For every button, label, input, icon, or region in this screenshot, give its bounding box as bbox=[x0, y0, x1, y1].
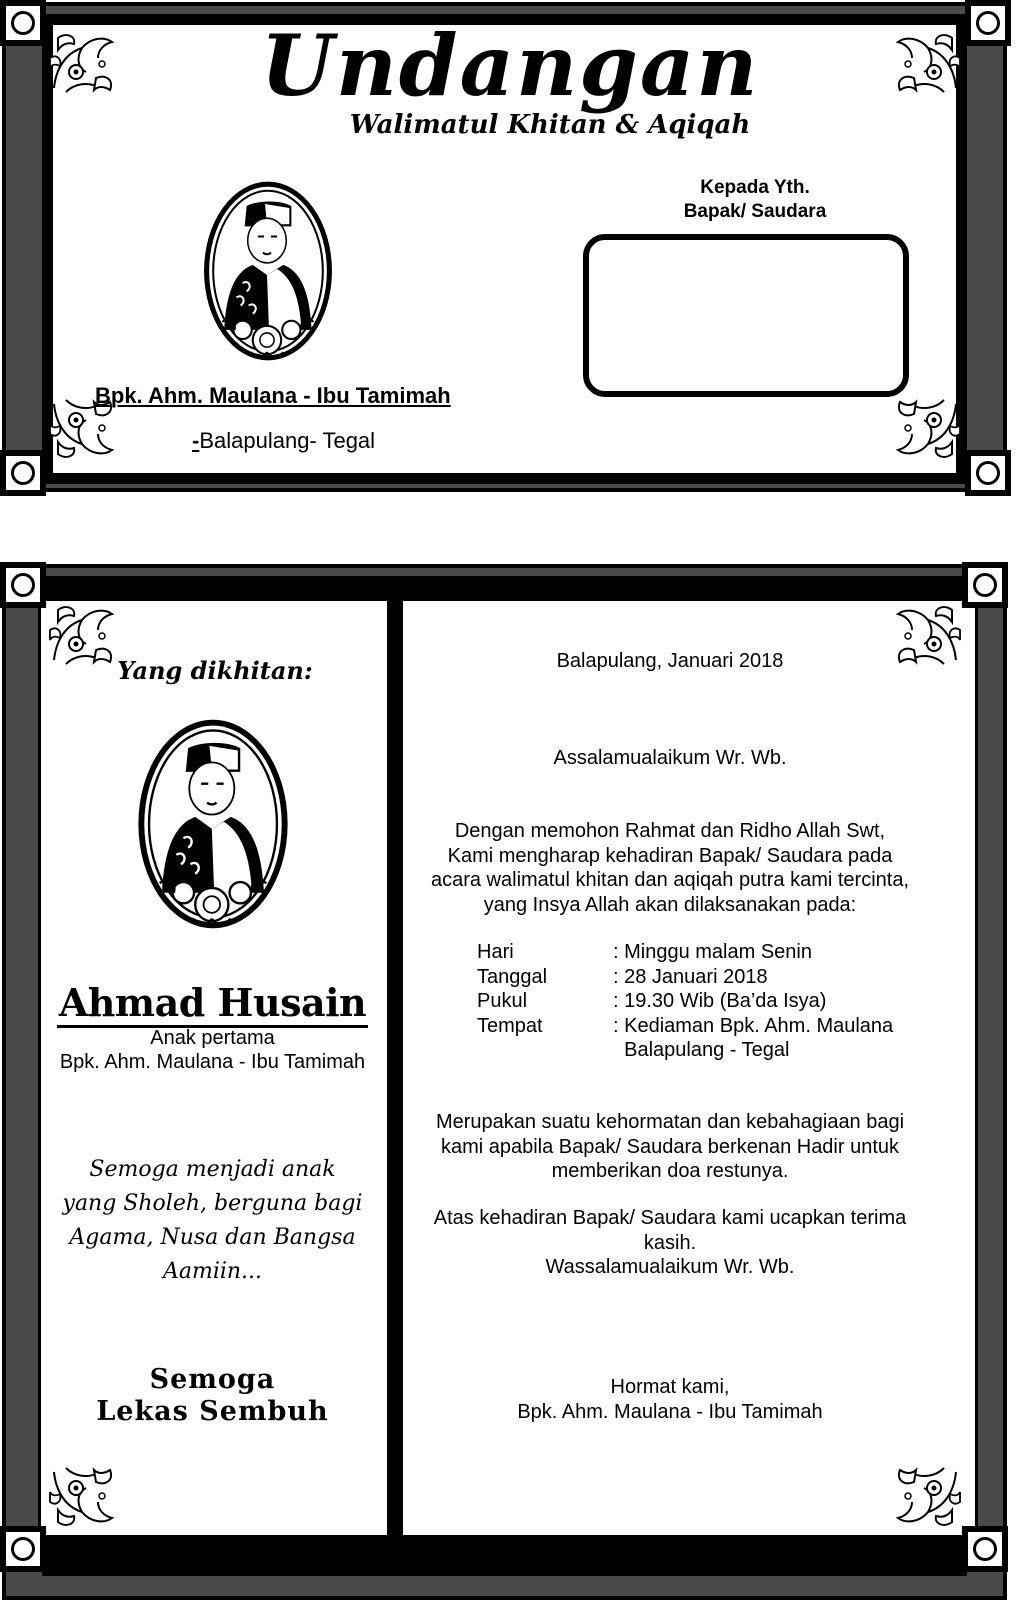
intro-line: Kami mengharap kehadiran Bapak/ Saudara pada bbox=[447, 844, 893, 867]
child-name-text: Ahmad Husain bbox=[57, 980, 368, 1028]
thanks-line: kasih. bbox=[643, 1231, 697, 1254]
get-well-wish bbox=[40, 1364, 385, 1428]
prayer-line: Aamiin... bbox=[162, 1259, 263, 1284]
corner-decoration bbox=[0, 0, 46, 46]
honor-line: memberikan doa restunya. bbox=[551, 1160, 789, 1182]
intro-paragraph bbox=[400, 819, 940, 917]
invitation-title: Undangan bbox=[260, 16, 760, 115]
signoff bbox=[400, 1375, 940, 1424]
event-details bbox=[477, 940, 947, 1063]
detail-row-time bbox=[477, 989, 947, 1014]
detail-label: Pukul bbox=[477, 990, 528, 1012]
floral-ornament-icon bbox=[892, 1460, 964, 1532]
detail-value: : Minggu malam Senin bbox=[613, 941, 812, 963]
detail-value: Balapulang - Tegal bbox=[613, 1039, 790, 1061]
detail-row-date bbox=[477, 965, 947, 990]
corner-decoration bbox=[0, 562, 46, 608]
detail-label: Hari bbox=[477, 941, 514, 963]
detail-row-place-cont bbox=[477, 1038, 947, 1063]
detail-value: : 28 Januari 2018 bbox=[613, 965, 768, 988]
date-line: Balapulang, Januari 2018 bbox=[556, 650, 784, 672]
wish-line: Lekas Sembuh bbox=[96, 1396, 329, 1427]
address-text: Balapulang- Tegal bbox=[199, 428, 376, 453]
wish-line: Semoga bbox=[149, 1364, 276, 1395]
detail-row-day bbox=[477, 940, 947, 965]
recipient-name-box[interactable] bbox=[583, 234, 909, 397]
recipient-line-2: Bapak/ Saudara bbox=[683, 201, 827, 222]
prayer-line: Agama, Nusa dan Bangsa bbox=[69, 1225, 356, 1250]
child-order: Anak pertama bbox=[150, 1027, 275, 1049]
recipient-line-1: Kepada Yth. bbox=[700, 177, 810, 198]
detail-label bbox=[477, 1038, 613, 1063]
child-portrait-image bbox=[136, 704, 290, 944]
child-parents: Bpk. Ahm. Maulana - Ibu Tamimah bbox=[59, 1051, 366, 1073]
intro-line: acara walimatul khitan dan aqiqah putra kami tercinta, bbox=[430, 869, 910, 891]
floral-ornament-icon bbox=[46, 28, 118, 100]
corner-decoration bbox=[962, 562, 1008, 608]
closing-greeting: Wassalamualaikum Wr. Wb. bbox=[545, 1256, 795, 1278]
honor-line: kami apabila Bapak/ Saudara berkenan Hadir untuk bbox=[440, 1135, 900, 1158]
corner-decoration bbox=[962, 1526, 1008, 1572]
sender-address bbox=[192, 428, 375, 454]
honor-line: Merupakan suatu kehormatan dan kebahagiaan bagi bbox=[435, 1111, 905, 1133]
thanks-paragraph bbox=[400, 1206, 940, 1280]
prayer-text bbox=[40, 1153, 385, 1289]
floral-ornament-icon bbox=[892, 28, 964, 100]
thanks-line: Atas kehadiran Bapak/ Saudara kami ucapkan terima bbox=[433, 1207, 907, 1229]
address-marker: - bbox=[192, 428, 200, 453]
child-name bbox=[40, 980, 385, 1025]
intro-line: Dengan memohon Rahmat dan Ridho Allah Swt, bbox=[454, 820, 886, 842]
intro-line: yang Insya Allah akan dilaksanakan pada: bbox=[483, 893, 857, 916]
floral-ornament-icon bbox=[892, 392, 964, 464]
circumcised-heading: Yang dikhitan: bbox=[117, 656, 313, 685]
prayer-line: yang Sholeh, berguna bagi bbox=[62, 1191, 363, 1216]
honor-paragraph bbox=[400, 1110, 940, 1184]
corner-decoration bbox=[0, 450, 46, 496]
signoff-line: Hormat kami, bbox=[610, 1376, 730, 1398]
sender-names: Bpk. Ahm. Maulana - Ibu Tamimah bbox=[95, 383, 451, 408]
corner-decoration bbox=[965, 450, 1011, 496]
corner-decoration bbox=[0, 1526, 46, 1572]
invitation-subtitle: Walimatul Khitan & Aqiqah bbox=[349, 110, 751, 140]
floral-ornament-icon bbox=[46, 1460, 118, 1532]
corner-decoration bbox=[965, 0, 1011, 46]
prayer-line: Semoga menjadi anak bbox=[89, 1157, 336, 1182]
child-portrait-image bbox=[202, 166, 334, 376]
recipient-label bbox=[620, 176, 890, 224]
detail-value: : 19.30 Wib (Ba’da Isya) bbox=[613, 990, 827, 1012]
opening-greeting: Assalamualaikum Wr. Wb. bbox=[553, 747, 787, 769]
detail-label: Tempat bbox=[477, 1014, 543, 1037]
detail-value: : Kediaman Bpk. Ahm. Maulana bbox=[613, 1014, 894, 1037]
detail-label: Tanggal bbox=[477, 965, 548, 988]
signoff-names: Bpk. Ahm. Maulana - Ibu Tamimah bbox=[517, 1400, 823, 1423]
detail-row-place bbox=[477, 1014, 947, 1039]
